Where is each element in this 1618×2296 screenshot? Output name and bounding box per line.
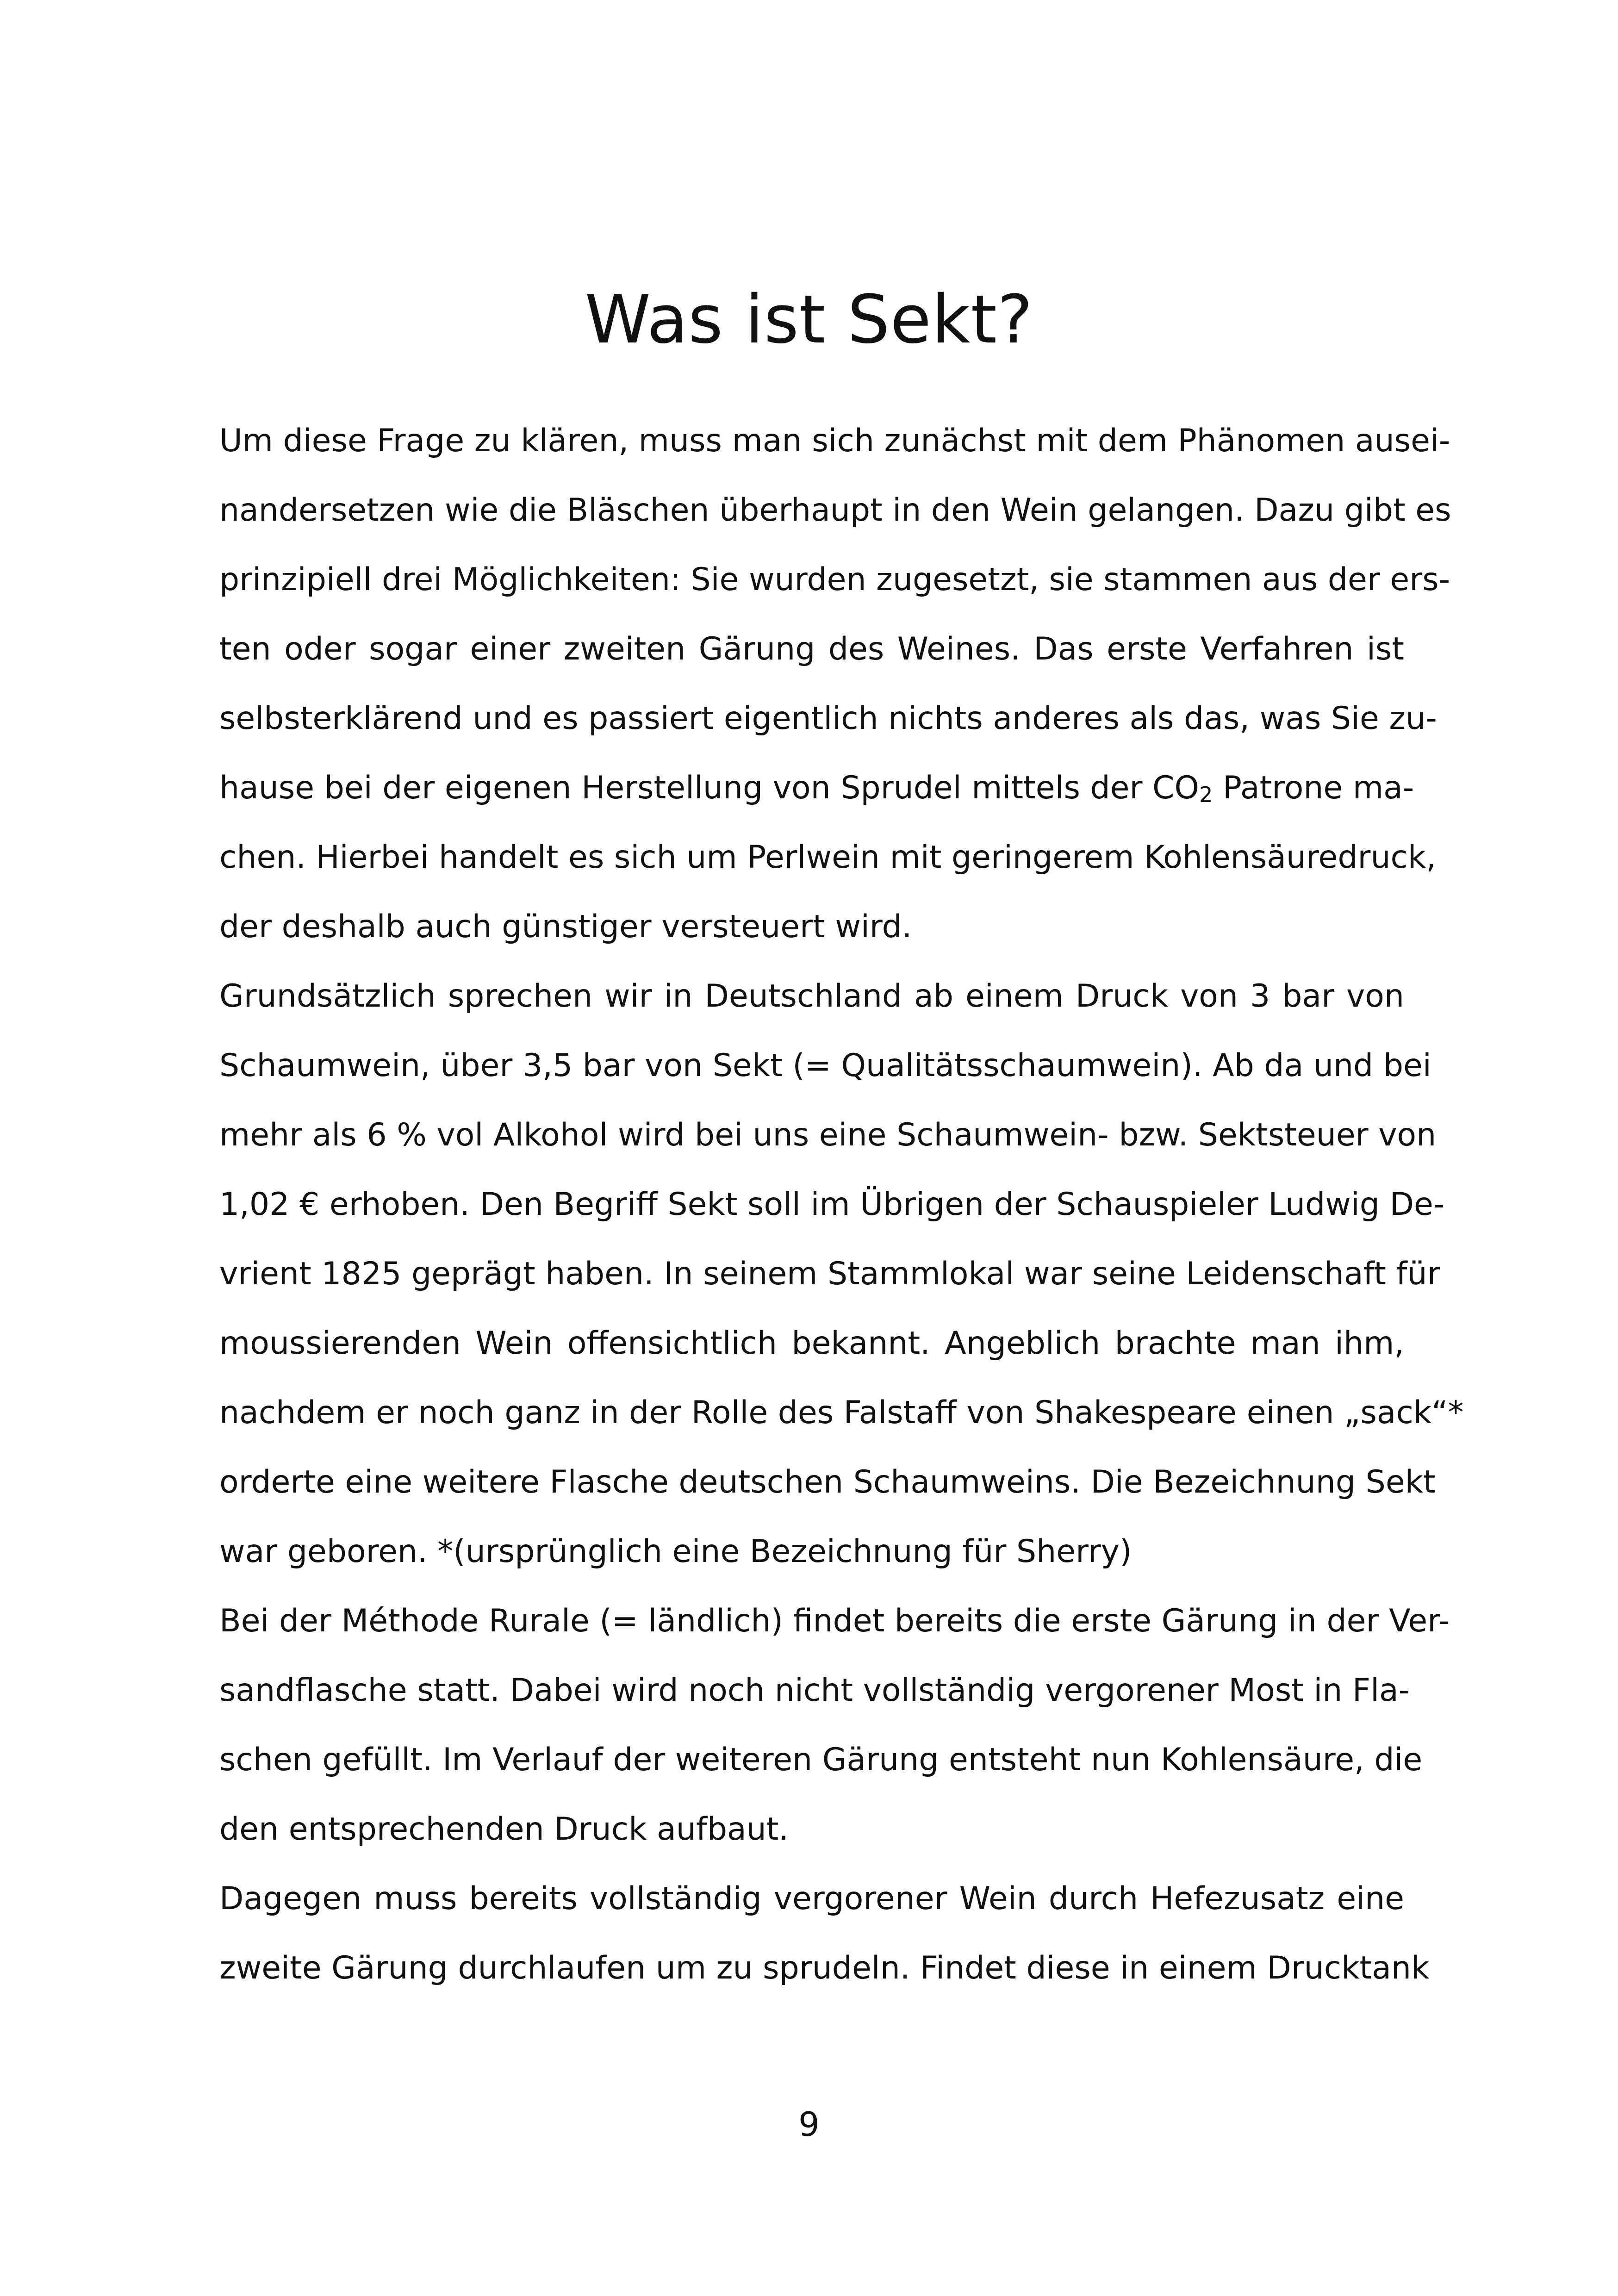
co2-subscript: 2 bbox=[1199, 782, 1213, 807]
text-line: prinzipiell drei Möglichkeiten: Sie wurden zugesetzt, sie stammen aus der ers- bbox=[219, 561, 1450, 598]
text-line: Um diese Frage zu klären, muss man sich zunächst mit dem Phänomen ausei- bbox=[219, 423, 1450, 459]
text-line: den entsprechenden Druck aufbaut. bbox=[219, 1811, 789, 1848]
text-line: selbsterklärend und es passiert eigentlich nichts anderes als das, was Sie zu- bbox=[219, 700, 1437, 737]
text-line: moussierenden Wein offensichtlich bekannt. Angeblich brachte man ihm, bbox=[219, 1325, 1404, 1362]
text-line: Dagegen muss bereits vollständig vergorener Wein durch Hefezusatz eine bbox=[219, 1880, 1404, 1917]
text-line: ten oder sogar einer zweiten Gärung des Weines. Das erste Verfahren ist bbox=[219, 631, 1404, 667]
text-fragment: hause bei der eigenen Herstellung von Sprudel mittels der CO bbox=[219, 770, 1200, 806]
text-fragment: Patrone ma- bbox=[1213, 770, 1414, 806]
text-line: Bei der Méthode Rurale (= ländlich) findet bereits die erste Gärung in der Ver- bbox=[219, 1603, 1450, 1639]
text-line: vrient 1825 geprägt haben. In seinem Stammlokal war seine Leidenschaft für bbox=[219, 1256, 1440, 1292]
text-line: war geboren. *(ursprünglich eine Bezeichnung für Sherry) bbox=[219, 1533, 1132, 1570]
body-text bbox=[219, 406, 1464, 2003]
text-line: orderte eine weitere Flasche deutschen Schaumweins. Die Bezeichnung Sekt bbox=[219, 1464, 1436, 1500]
text-line: mehr als 6 % vol Alkohol wird bei uns eine Schaumwein- bzw. Sektsteuer von bbox=[219, 1117, 1437, 1153]
text-line: sandflasche statt. Dabei wird noch nicht vollständig vergorener Most in Fla- bbox=[219, 1672, 1410, 1709]
text-line: Schaumwein, über 3,5 bar von Sekt (= Qualitätsschaumwein). Ab da und bei bbox=[219, 1047, 1431, 1084]
page-number: 9 bbox=[798, 2105, 820, 2144]
text-line: der deshalb auch günstiger versteuert wird. bbox=[219, 908, 912, 945]
text-line: Grundsätzlich sprechen wir in Deutschland ab einem Druck von 3 bar von bbox=[219, 978, 1404, 1014]
text-line: 1,02 € erhoben. Den Begriff Sekt soll im Übrigen der Schauspieler Ludwig De- bbox=[219, 1186, 1445, 1223]
page-title: Was ist Sekt? bbox=[585, 280, 1033, 358]
text-line: schen gefüllt. Im Verlauf der weiteren Gärung entsteht nun Kohlensäure, die bbox=[219, 1742, 1423, 1778]
text-line: nachdem er noch ganz in der Rolle des Falstaff von Shakespeare einen „sack“* bbox=[219, 1394, 1464, 1431]
text-line: zweite Gärung durchlaufen um zu sprudeln. Findet diese in einem Drucktank bbox=[219, 1950, 1430, 1986]
text-line-co2 bbox=[219, 753, 1414, 823]
text-line: nandersetzen wie die Bläschen überhaupt in den Wein gelangen. Dazu gibt es bbox=[219, 492, 1451, 529]
text-line: chen. Hierbei handelt es sich um Perlwein mit geringerem Kohlensäuredruck, bbox=[219, 839, 1436, 876]
